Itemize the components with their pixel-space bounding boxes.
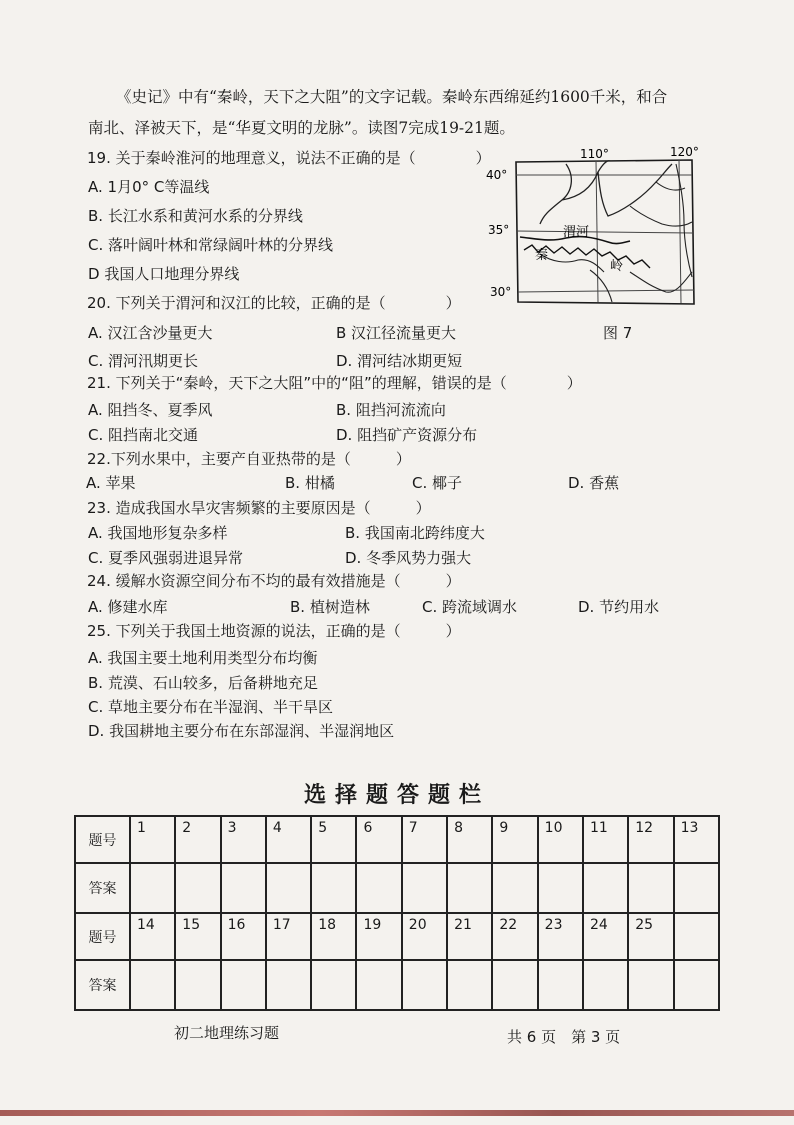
answer-cell[interactable] bbox=[266, 960, 311, 1010]
answer-cell[interactable] bbox=[311, 960, 356, 1010]
question-number-cell: 23 bbox=[538, 913, 583, 960]
answer-cell[interactable] bbox=[492, 960, 537, 1010]
question-23-option-d: D. 冬季风势力强大 bbox=[345, 549, 472, 567]
answer-cell[interactable] bbox=[175, 960, 220, 1010]
question-19-option-c: C. 落叶阔叶林和常绿阔叶林的分界线 bbox=[88, 236, 334, 254]
question-19-option-d: D 我国人口地理分界线 bbox=[88, 265, 240, 283]
question-number-cell: 3 bbox=[221, 816, 266, 863]
question-number-cell: 22 bbox=[492, 913, 537, 960]
question-21-stem: 21. 下列关于“秦岭，天下之大阻”中的“阻”的理解，错误的是（ ） bbox=[87, 374, 582, 392]
question-23-option-a: A. 我国地形复杂多样 bbox=[88, 524, 228, 542]
question-number-cell: 18 bbox=[311, 913, 356, 960]
question-number-cell: 2 bbox=[175, 816, 220, 863]
question-25-option-b: B. 荒漠、石山较多，后备耕地充足 bbox=[88, 674, 318, 692]
answer-cell[interactable] bbox=[221, 960, 266, 1010]
question-20-option-c: C. 渭河汛期更长 bbox=[88, 352, 199, 370]
question-19-stem: 19. 关于秦岭淮河的地理意义，说法不正确的是（ ） bbox=[87, 149, 491, 167]
answer-cell[interactable] bbox=[130, 960, 175, 1010]
answer-cell[interactable] bbox=[266, 863, 311, 913]
answer-row-2 bbox=[75, 960, 719, 1010]
question-25-option-a: A. 我国主要土地利用类型分布均衡 bbox=[88, 649, 318, 667]
question-20-option-b: B 汉江径流量更大 bbox=[336, 324, 457, 342]
question-22-option-a: A. 苹果 bbox=[86, 474, 136, 492]
row-answer-label: 答案 bbox=[75, 863, 130, 913]
question-number-cell: 19 bbox=[356, 913, 401, 960]
answer-cell[interactable] bbox=[311, 863, 356, 913]
question-23-option-b: B. 我国南北跨纬度大 bbox=[345, 524, 485, 542]
scan-edge-mark bbox=[0, 1110, 794, 1116]
map-river-line bbox=[540, 161, 610, 224]
question-number-cell: 9 bbox=[492, 816, 537, 863]
question-number-cell: 11 bbox=[583, 816, 628, 863]
figure-7-map bbox=[480, 142, 710, 342]
question-number-cell: 14 bbox=[130, 913, 175, 960]
question-number-cell: 4 bbox=[266, 816, 311, 863]
answer-sheet-title: 选择题答题栏 bbox=[303, 782, 490, 808]
question-number-cell: 25 bbox=[628, 913, 673, 960]
question-number-row-1 bbox=[75, 816, 719, 863]
question-20-stem: 20. 下列关于渭河和汉江的比较，正确的是（ ） bbox=[87, 294, 461, 312]
question-20-option-d: D. 渭河结冰期更短 bbox=[336, 352, 463, 370]
figure-7-caption: 图 7 bbox=[603, 324, 633, 342]
question-25-option-d: D. 我国耕地主要分布在东部湿润、半湿润地区 bbox=[88, 722, 395, 740]
question-25-option-c: C. 草地主要分布在半湿润、半干旱区 bbox=[88, 698, 334, 716]
map-han-river bbox=[540, 254, 604, 272]
map-boundary-line bbox=[598, 164, 672, 216]
answer-cell[interactable] bbox=[628, 960, 673, 1010]
map-coast-line bbox=[676, 164, 692, 277]
answer-cell[interactable] bbox=[402, 960, 447, 1010]
question-number-cell: 12 bbox=[628, 816, 673, 863]
map-lon-label-110: 110° bbox=[580, 147, 609, 161]
question-24-option-a: A. 修建水库 bbox=[88, 598, 168, 616]
question-21-option-c: C. 阻挡南北交通 bbox=[88, 426, 199, 444]
question-number-cell: 15 bbox=[175, 913, 220, 960]
question-number-cell: 13 bbox=[674, 816, 719, 863]
question-number-cell: 16 bbox=[221, 913, 266, 960]
answer-cell[interactable] bbox=[402, 863, 447, 913]
question-24-option-c: C. 跨流域调水 bbox=[422, 598, 518, 616]
question-number-cell: 5 bbox=[311, 816, 356, 863]
question-19-option-a: A. 1月0° C等温线 bbox=[88, 178, 210, 196]
map-label-weihe: 渭河 bbox=[563, 225, 590, 240]
answer-sheet-table bbox=[74, 815, 720, 1011]
answer-cell[interactable] bbox=[628, 863, 673, 913]
map-lon-label-120: 120° bbox=[670, 145, 699, 159]
answer-cell[interactable] bbox=[130, 863, 175, 913]
question-24-option-d: D. 节约用水 bbox=[578, 598, 660, 616]
question-number-cell: 21 bbox=[447, 913, 492, 960]
answer-cell[interactable] bbox=[221, 863, 266, 913]
question-25-stem: 25. 下列关于我国土地资源的说法，正确的是（ ） bbox=[87, 622, 461, 640]
question-22-option-b: B. 柑橘 bbox=[285, 474, 335, 492]
question-number-cell: 1 bbox=[130, 816, 175, 863]
map-boundary-line bbox=[590, 270, 692, 302]
map-lat-label-35: 35° bbox=[488, 223, 510, 237]
answer-cell[interactable] bbox=[447, 863, 492, 913]
footer-course-title: 初二地理练习题 bbox=[174, 1024, 280, 1042]
question-number-cell: 20 bbox=[402, 913, 447, 960]
question-22-option-d: D. 香蕉 bbox=[568, 474, 620, 492]
question-21-option-b: B. 阻挡河流流向 bbox=[336, 401, 446, 419]
question-number-cell: 24 bbox=[583, 913, 628, 960]
answer-cell[interactable] bbox=[356, 863, 401, 913]
answer-cell[interactable] bbox=[674, 960, 719, 1010]
answer-row-1 bbox=[75, 863, 719, 913]
question-number-cell: 7 bbox=[402, 816, 447, 863]
question-number-cell: 17 bbox=[266, 913, 311, 960]
question-22-stem: 22.下列水果中，主要产自亚热带的是（ ） bbox=[87, 450, 411, 468]
answer-cell[interactable] bbox=[538, 960, 583, 1010]
question-number-cell bbox=[674, 913, 719, 960]
map-label-ling: 岭 bbox=[610, 259, 624, 274]
row-header-label: 题号 bbox=[75, 913, 130, 960]
map-gridline bbox=[516, 231, 692, 233]
question-23-stem: 23. 造成我国水旱灾害频繁的主要原因是（ ） bbox=[87, 499, 431, 517]
question-number-cell: 6 bbox=[356, 816, 401, 863]
question-24-option-b: B. 植树造林 bbox=[290, 598, 370, 616]
map-lat-label-30: 30° bbox=[490, 285, 512, 299]
question-19-option-b: B. 长江水系和黄河水系的分界线 bbox=[88, 207, 303, 225]
question-number-cell: 8 bbox=[447, 816, 492, 863]
intro-line-1: 《史记》中有“秦岭，天下之大阻”的文字记载。秦岭东西绵延约1600千米，和合 bbox=[116, 88, 668, 106]
question-23-option-c: C. 夏季风强弱进退异常 bbox=[88, 549, 244, 567]
question-21-option-d: D. 阻挡矿产资源分布 bbox=[336, 426, 478, 444]
intro-line-2: 南北、泽被天下，是“华夏文明的龙脉”。读图7完成19-21题。 bbox=[88, 119, 515, 137]
question-number-row-2 bbox=[75, 913, 719, 960]
answer-cell[interactable] bbox=[538, 863, 583, 913]
question-20-option-a: A. 汉江含沙量更大 bbox=[88, 324, 213, 342]
answer-cell[interactable] bbox=[447, 960, 492, 1010]
answer-cell[interactable] bbox=[356, 960, 401, 1010]
answer-cell[interactable] bbox=[674, 863, 719, 913]
question-21-option-a: A. 阻挡冬、夏季风 bbox=[88, 401, 213, 419]
footer-page-number: 共 6 页 第 3 页 bbox=[507, 1028, 621, 1046]
question-number-cell: 10 bbox=[538, 816, 583, 863]
row-answer-label: 答案 bbox=[75, 960, 130, 1010]
answer-cell[interactable] bbox=[583, 960, 628, 1010]
map-label-qin: 秦 bbox=[535, 248, 549, 263]
answer-cell[interactable] bbox=[492, 863, 537, 913]
answer-cell[interactable] bbox=[583, 863, 628, 913]
map-lat-label-40: 40° bbox=[486, 168, 508, 182]
question-24-stem: 24. 缓解水资源空间分布不均的最有效措施是（ ） bbox=[87, 572, 461, 590]
answer-cell[interactable] bbox=[175, 863, 220, 913]
question-22-option-c: C. 椰子 bbox=[412, 474, 463, 492]
row-header-label: 题号 bbox=[75, 816, 130, 863]
